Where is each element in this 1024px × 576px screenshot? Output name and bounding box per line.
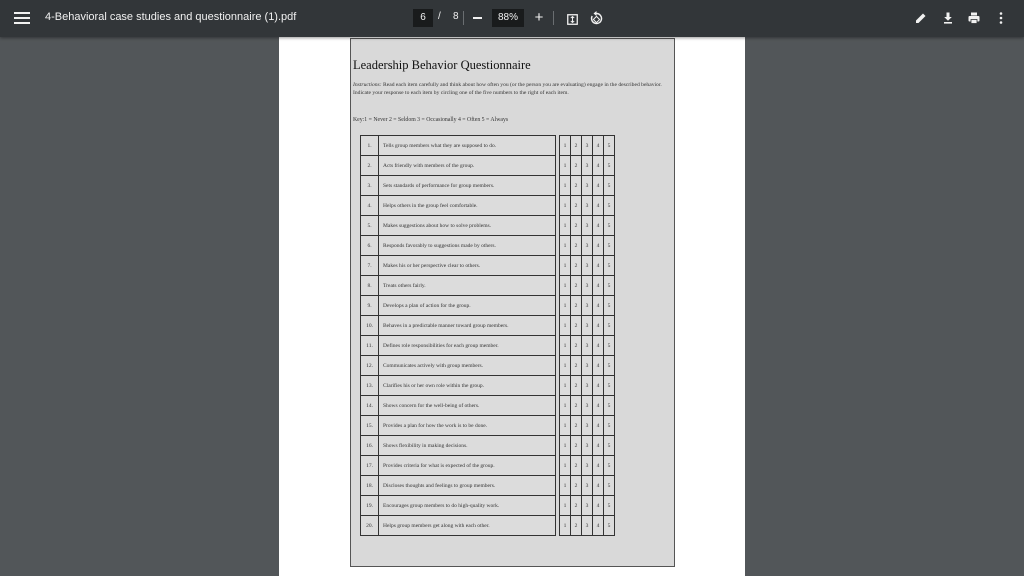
item-number: 18.: [361, 476, 379, 496]
scale-option: 2: [571, 296, 582, 316]
table-row: [361, 376, 615, 396]
item-number: 13.: [361, 376, 379, 396]
scale-option: 1: [560, 136, 571, 156]
scale-option: 5: [604, 256, 615, 276]
scale-option: 1: [560, 216, 571, 236]
table-row: [361, 416, 615, 436]
instructions-label: Instructions:: [353, 82, 382, 88]
item-text: Sets standards of performance for group members.: [379, 176, 556, 196]
questionnaire-title: Leadership Behavior Questionnaire: [353, 58, 531, 72]
table-row: [361, 136, 615, 156]
scale-option: 4: [593, 336, 604, 356]
pdf-toolbar: [0, 0, 1024, 37]
instructions: [353, 81, 671, 97]
scale-option: 5: [604, 296, 615, 316]
item-number: 9.: [361, 296, 379, 316]
table-row: [361, 516, 615, 536]
scale-option: 5: [604, 416, 615, 436]
item-text: Makes his or her perspective clear to others.: [379, 256, 556, 276]
scale-option: 4: [593, 256, 604, 276]
scale-option: 5: [604, 336, 615, 356]
download-icon[interactable]: [941, 11, 955, 25]
scale-option: 5: [604, 456, 615, 476]
item-text: Encourages group members to do high-quality work.: [379, 496, 556, 516]
scale-option: 2: [571, 316, 582, 336]
scale-option: 2: [571, 356, 582, 376]
scale-option: 3: [582, 496, 593, 516]
scale-option: 5: [604, 476, 615, 496]
scale-option: 5: [604, 236, 615, 256]
scale-option: 3: [582, 476, 593, 496]
scale-option: 4: [593, 436, 604, 456]
scale-option: 2: [571, 176, 582, 196]
scale-option: 3: [582, 256, 593, 276]
item-number: 5.: [361, 216, 379, 236]
scale-option: 2: [571, 476, 582, 496]
zoom-input[interactable]: 88%: [492, 9, 524, 27]
scale-option: 3: [582, 456, 593, 476]
table-row: [361, 196, 615, 216]
item-number: 12.: [361, 356, 379, 376]
item-number: 17.: [361, 456, 379, 476]
item-text: Clarifies his or her own role within the group.: [379, 376, 556, 396]
item-number: 6.: [361, 236, 379, 256]
item-text: Helps others in the group feel comfortable.: [379, 196, 556, 216]
item-number: 10.: [361, 316, 379, 336]
table-row: [361, 436, 615, 456]
scanned-questionnaire: [350, 38, 675, 567]
item-text: Helps group members get along with each other.: [379, 516, 556, 536]
scale-option: 2: [571, 496, 582, 516]
item-number: 4.: [361, 196, 379, 216]
table-row: [361, 216, 615, 236]
item-text: Provides criteria for what is expected of the group.: [379, 456, 556, 476]
scale-option: 4: [593, 416, 604, 436]
zoom-in-icon[interactable]: +: [534, 9, 544, 26]
scale-option: 2: [571, 276, 582, 296]
scale-option: 3: [582, 176, 593, 196]
scale-option: 5: [604, 176, 615, 196]
page-total: 8: [453, 11, 459, 22]
table-row: [361, 476, 615, 496]
zoom-out-icon[interactable]: [473, 17, 482, 19]
table-row: [361, 496, 615, 516]
scale-option: 4: [593, 516, 604, 536]
scale-option: 1: [560, 436, 571, 456]
scale-option: 3: [582, 416, 593, 436]
scale-option: 1: [560, 196, 571, 216]
scale-option: 4: [593, 496, 604, 516]
scale-option: 1: [560, 356, 571, 376]
scale-option: 3: [582, 516, 593, 536]
scale-option: 2: [571, 256, 582, 276]
scale-option: 1: [560, 236, 571, 256]
item-number: 20.: [361, 516, 379, 536]
instructions-text: Read each item carefully and think about how often you (or the person you are evaluating) engage in the described behavior. Indicate your response to each item by circling one of the five numbers to the right of each item.: [353, 82, 662, 96]
scale-option: 5: [604, 156, 615, 176]
item-number: 8.: [361, 276, 379, 296]
scale-option: 5: [604, 396, 615, 416]
fit-to-page-icon[interactable]: [567, 12, 578, 23]
item-text: Tells group members what they are supposed to do.: [379, 136, 556, 156]
scale-option: 5: [604, 136, 615, 156]
scale-option: 1: [560, 396, 571, 416]
table-row: [361, 396, 615, 416]
toolbar-divider: [553, 11, 554, 25]
scale-option: 3: [582, 336, 593, 356]
scale-option: 2: [571, 196, 582, 216]
rotate-icon[interactable]: [590, 11, 603, 25]
scale-option: 4: [593, 136, 604, 156]
scale-option: 2: [571, 416, 582, 436]
table-row: [361, 356, 615, 376]
item-text: Defines role responsibilities for each group member.: [379, 336, 556, 356]
questionnaire-table: [360, 135, 615, 536]
item-text: Discloses thoughts and feelings to group members.: [379, 476, 556, 496]
scale-option: 3: [582, 376, 593, 396]
scale-option: 4: [593, 476, 604, 496]
scale-option: 4: [593, 276, 604, 296]
document-title: 4-Behavioral case studies and questionnaire (1).pdf: [45, 11, 297, 23]
scale-option: 3: [582, 356, 593, 376]
scale-option: 4: [593, 296, 604, 316]
scale-option: 4: [593, 236, 604, 256]
scale-option: 4: [593, 216, 604, 236]
scale-option: 5: [604, 316, 615, 336]
scale-option: 3: [582, 236, 593, 256]
table-row: [361, 336, 615, 356]
scale-option: 3: [582, 316, 593, 336]
scale-option: 5: [604, 356, 615, 376]
scale-option: 1: [560, 416, 571, 436]
scale-option: 2: [571, 456, 582, 476]
scale-option: 4: [593, 456, 604, 476]
item-text: Acts friendly with members of the group.: [379, 156, 556, 176]
table-row: [361, 456, 615, 476]
item-text: Develops a plan of action for the group.: [379, 296, 556, 316]
menu-icon[interactable]: [14, 10, 30, 26]
scale-option: 4: [593, 176, 604, 196]
table-row: [361, 176, 615, 196]
scale-option: 5: [604, 516, 615, 536]
scale-option: 4: [593, 196, 604, 216]
scale-option: 2: [571, 396, 582, 416]
scale-option: 1: [560, 256, 571, 276]
edit-icon[interactable]: [914, 11, 928, 25]
scale-option: 1: [560, 476, 571, 496]
scale-option: 2: [571, 136, 582, 156]
scale-option: 1: [560, 316, 571, 336]
scale-option: 1: [560, 456, 571, 476]
item-number: 14.: [361, 396, 379, 416]
scale-option: 2: [571, 156, 582, 176]
scale-option: 3: [582, 296, 593, 316]
scale-option: 1: [560, 496, 571, 516]
scale-option: 3: [582, 276, 593, 296]
scale-option: 1: [560, 276, 571, 296]
pdf-page: [279, 37, 745, 576]
page-separator: /: [438, 11, 441, 22]
item-number: 3.: [361, 176, 379, 196]
scale-option: 3: [582, 136, 593, 156]
scale-option: 1: [560, 156, 571, 176]
print-icon[interactable]: [967, 11, 981, 25]
scale-option: 4: [593, 376, 604, 396]
scale-option: 3: [582, 156, 593, 176]
scale-option: 5: [604, 496, 615, 516]
table-row: [361, 316, 615, 336]
scale-option: 1: [560, 296, 571, 316]
item-number: 11.: [361, 336, 379, 356]
scale-option: 2: [571, 376, 582, 396]
scale-option: 5: [604, 376, 615, 396]
scale-option: 3: [582, 396, 593, 416]
item-number: 7.: [361, 256, 379, 276]
item-number: 16.: [361, 436, 379, 456]
item-text: Makes suggestions about how to solve problems.: [379, 216, 556, 236]
scale-option: 4: [593, 356, 604, 376]
item-text: Treats others fairly.: [379, 276, 556, 296]
item-number: 15.: [361, 416, 379, 436]
scale-option: 3: [582, 436, 593, 456]
scale-option: 5: [604, 276, 615, 296]
scale-option: 1: [560, 176, 571, 196]
item-text: Provides a plan for how the work is to be done.: [379, 416, 556, 436]
scale-option: 4: [593, 396, 604, 416]
table-row: [361, 156, 615, 176]
scale-option: 2: [571, 216, 582, 236]
item-number: 19.: [361, 496, 379, 516]
item-text: Communicates actively with group members.: [379, 356, 556, 376]
table-row: [361, 256, 615, 276]
rating-key: Key:1 = Never 2 = Seldom 3 = Occasionally 4 = Often 5 = Always: [353, 117, 509, 123]
item-number: 2.: [361, 156, 379, 176]
scale-option: 3: [582, 196, 593, 216]
page-number-input[interactable]: 6: [413, 9, 433, 27]
scale-option: 4: [593, 156, 604, 176]
scale-option: 5: [604, 196, 615, 216]
scale-option: 1: [560, 376, 571, 396]
item-text: Shows flexibility in making decisions.: [379, 436, 556, 456]
table-row: [361, 296, 615, 316]
scale-option: 1: [560, 336, 571, 356]
item-text: Responds favorably to suggestions made by others.: [379, 236, 556, 256]
scale-option: 2: [571, 436, 582, 456]
item-number: 1.: [361, 136, 379, 156]
item-text: Behaves in a predictable manner toward group members.: [379, 316, 556, 336]
table-row: [361, 236, 615, 256]
scale-option: 3: [582, 216, 593, 236]
scale-option: 5: [604, 216, 615, 236]
table-row: [361, 276, 615, 296]
scale-option: 2: [571, 336, 582, 356]
toolbar-divider: [463, 11, 464, 25]
scale-option: 1: [560, 516, 571, 536]
scale-option: 4: [593, 316, 604, 336]
item-text: Shows concern for the well-being of others.: [379, 396, 556, 416]
scale-option: 2: [571, 516, 582, 536]
scale-option: 5: [604, 436, 615, 456]
scale-option: 2: [571, 236, 582, 256]
more-icon[interactable]: [994, 11, 1008, 25]
